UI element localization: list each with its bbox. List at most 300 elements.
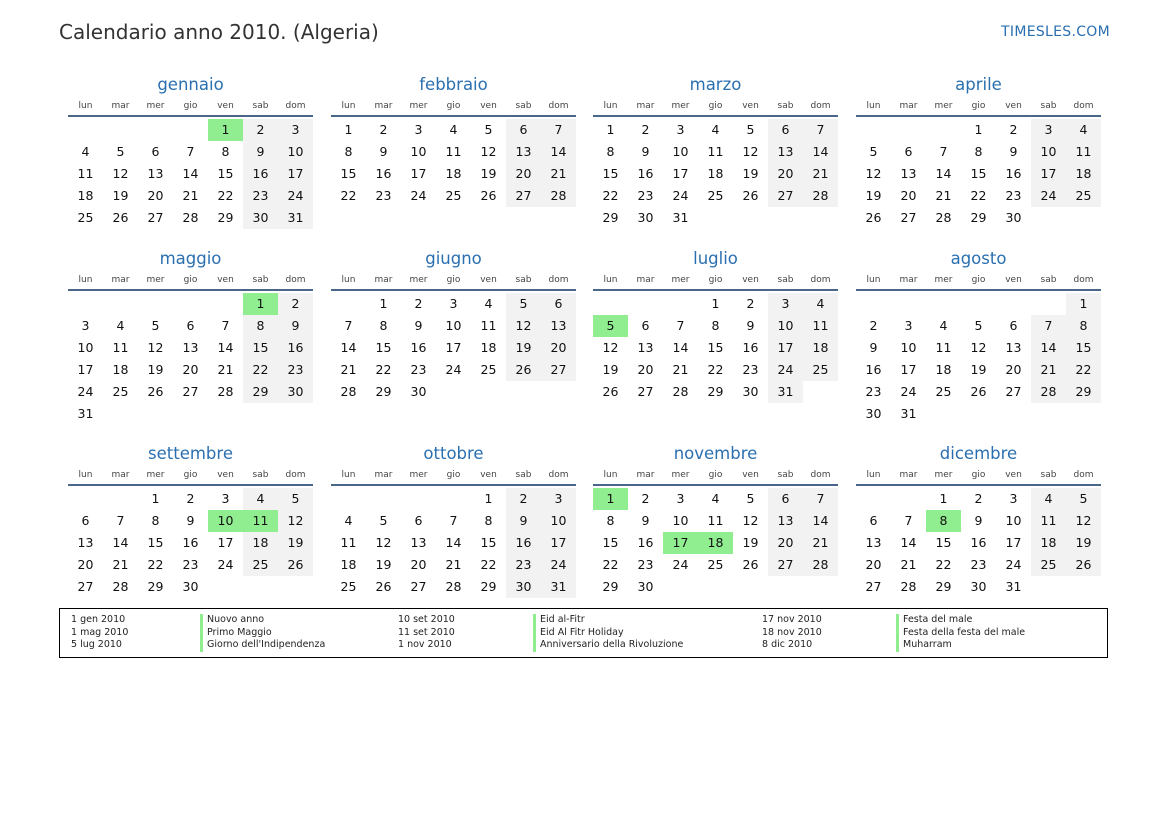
day-cell: 12 [147,340,164,355]
day-cell: 25 [340,579,357,594]
day-cell: 28 [935,210,952,225]
month-name: settembre [148,444,233,463]
day-cell: 24 [77,384,94,399]
day-cell: 30 [970,579,987,594]
day-cell: 6 [641,318,650,333]
weekday-label: sab [515,275,532,285]
day-empty [996,293,1031,315]
weekday-header [593,466,838,486]
day-cell: 8 [606,144,615,159]
day-cell: 7 [221,318,230,333]
weekday-label: gio [708,101,723,111]
day-cell: 11 [480,318,497,333]
day-cell: 11 [77,166,94,181]
day-cell: 17 [77,362,94,377]
day-cell: 22 [147,557,164,572]
day-cell-holiday: 1 [208,119,243,141]
day-cell: 6 [1009,318,1018,333]
day-cell: 3 [904,318,913,333]
day-cell: 20 [768,163,803,185]
weekday-label: ven [480,275,497,285]
holiday-date: 8 dic 2010 [762,639,813,650]
day-cell: 26 [742,188,759,203]
month-marzo [593,73,838,229]
day-cell: 15 [147,535,164,550]
day-cell: 26 [865,210,882,225]
day-cell: 17 [217,535,234,550]
day-cell: 15 [707,340,724,355]
day-cell: 31 [672,210,689,225]
day-cell: 19 [112,188,129,203]
day-cell: 25 [77,210,94,225]
weekday-label: dom [810,101,831,111]
day-cell: 14 [672,340,689,355]
day-grid [331,293,576,403]
day-cell: 18 [707,166,724,181]
day-cell: 24 [445,362,462,377]
day-cell: 22 [480,557,497,572]
day-cell: 24 [672,188,689,203]
day-cell: 21 [803,163,838,185]
day-cell: 31 [77,406,94,421]
holiday-date: 1 mag 2010 [71,626,129,638]
day-cell: 18 [480,340,497,355]
day-cell: 20 [147,188,164,203]
day-cell: 16 [970,535,987,550]
holiday-name: Festa della festa del male [903,626,1026,638]
day-empty [68,488,103,510]
day-cell-holiday: 10 [208,510,243,532]
weekday-label: gio [183,101,198,111]
weekday-header [593,271,838,291]
day-cell: 4 [449,122,458,137]
day-cell: 20 [541,337,576,359]
day-cell: 28 [900,579,917,594]
weekday-label: ven [1005,275,1022,285]
day-cell: 23 [742,362,759,377]
day-cell: 29 [935,579,952,594]
day-cell: 11 [1066,141,1101,163]
day-cell: 9 [641,513,650,528]
day-cell: 21 [217,362,234,377]
day-empty [331,293,366,315]
weekday-label: mer [146,101,165,111]
day-cell: 29 [1066,381,1101,403]
weekday-label: sab [777,101,794,111]
weekday-label: dom [548,275,569,285]
day-cell: 31 [900,406,917,421]
weekday-label: lun [603,275,618,285]
weekday-label: sab [515,101,532,111]
day-cell-holiday: 5 [593,315,628,337]
day-cell: 27 [182,384,199,399]
day-cell: 3 [676,491,685,506]
day-cell: 29 [707,384,724,399]
day-cell: 7 [116,513,125,528]
day-cell: 8 [344,144,353,159]
day-cell: 8 [243,315,278,337]
month-name: novembre [673,444,758,463]
site-link[interactable]: TIMESLES.COM [1001,24,1110,40]
day-cell: 25 [1066,185,1101,207]
day-cell: 21 [672,362,689,377]
day-cell: 30 [865,406,882,421]
day-cell: 12 [970,340,987,355]
day-cell: 2 [746,296,755,311]
day-cell: 5 [746,491,755,506]
day-cell: 4 [711,491,720,506]
day-cell: 3 [1031,119,1066,141]
day-cell: 16 [243,163,278,185]
day-cell: 17 [1031,163,1066,185]
day-cell: 25 [480,362,497,377]
day-cell: 28 [803,554,838,576]
day-cell: 2 [414,296,423,311]
day-cell: 31 [1005,579,1022,594]
weekday-label: mar [111,101,130,111]
day-cell: 26 [480,188,497,203]
weekday-label: dom [1073,470,1094,480]
holiday-name: Eid al-Fitr [540,614,585,625]
weekday-label: gio [183,470,198,480]
day-cell: 20 [506,163,541,185]
weekday-label: dom [810,470,831,480]
day-cell: 16 [865,362,882,377]
day-cell: 22 [602,557,619,572]
weekday-label: mer [671,470,690,480]
day-cell: 19 [1066,532,1101,554]
day-empty [961,293,996,315]
day-cell: 27 [541,359,576,381]
day-cell: 11 [340,535,357,550]
weekday-label: mer [671,101,690,111]
day-empty [138,119,173,141]
holiday-dates-column [762,614,822,652]
day-cell: 15 [243,337,278,359]
holiday-date: 18 nov 2010 [762,626,822,638]
holiday-names-column [896,614,1025,652]
day-cell: 17 [900,362,917,377]
holiday-name: Nuovo anno [207,614,265,625]
day-cell: 1 [974,122,983,137]
day-cell: 4 [939,318,948,333]
day-cell: 13 [637,340,654,355]
day-cell: 26 [147,384,164,399]
day-cell: 28 [541,185,576,207]
month-maggio [68,247,313,425]
day-cell: 29 [217,210,234,225]
day-cell: 10 [278,141,313,163]
day-cell-holiday: 1 [593,488,628,510]
day-cell: 12 [506,315,541,337]
day-cell: 5 [869,144,878,159]
weekday-header [856,97,1101,117]
day-grid [68,119,313,229]
month-luglio [593,247,838,403]
day-cell: 16 [637,535,654,550]
day-cell: 26 [742,557,759,572]
day-cell: 22 [707,362,724,377]
day-cell: 22 [340,188,357,203]
weekday-label: mer [934,275,953,285]
day-cell: 23 [637,557,654,572]
day-cell: 10 [768,315,803,337]
month-febbraio [331,73,576,207]
day-cell: 25 [803,359,838,381]
day-grid [331,119,576,207]
weekday-label: sab [1040,275,1057,285]
month-name: dicembre [939,444,1018,463]
day-cell: 11 [803,315,838,337]
day-cell: 13 [865,535,882,550]
day-cell: 22 [217,188,234,203]
day-cell: 28 [1031,381,1066,403]
day-cell: 9 [746,318,755,333]
day-cell: 15 [1066,337,1101,359]
day-cell: 23 [278,359,313,381]
weekday-label: gio [971,470,986,480]
month-name: marzo [689,75,742,94]
day-cell: 2 [869,318,878,333]
day-cell: 14 [112,535,129,550]
day-cell: 23 [243,185,278,207]
weekday-label: sab [515,470,532,480]
day-cell: 24 [541,554,576,576]
day-cell: 23 [637,188,654,203]
day-cell: 15 [375,340,392,355]
month-name: aprile [955,75,1002,94]
day-cell: 21 [182,188,199,203]
month-settembre [68,442,313,598]
weekday-header [68,97,313,117]
day-cell: 29 [602,210,619,225]
day-cell: 10 [900,340,917,355]
weekday-label: sab [1040,101,1057,111]
holiday-name: Muharram [903,639,952,650]
day-cell: 18 [243,532,278,554]
day-cell: 14 [1031,337,1066,359]
day-empty [856,293,891,315]
day-cell: 10 [445,318,462,333]
day-cell: 14 [445,535,462,550]
holiday-name: Festa del male [903,614,973,625]
day-cell: 20 [865,557,882,572]
day-cell: 25 [243,554,278,576]
day-cell: 22 [243,359,278,381]
day-cell: 26 [602,384,619,399]
day-empty [856,119,891,141]
day-empty [663,293,698,315]
day-cell: 25 [707,557,724,572]
day-cell: 16 [1005,166,1022,181]
month-giugno [331,247,576,403]
day-cell: 22 [602,188,619,203]
day-cell: 7 [939,144,948,159]
holiday-names-column [200,614,325,652]
day-cell: 13 [1005,340,1022,355]
day-cell: 11 [112,340,129,355]
day-cell: 2 [278,293,313,315]
day-cell: 31 [541,576,576,598]
weekday-label: ven [217,275,234,285]
weekday-label: ven [1005,101,1022,111]
day-cell: 1 [1066,293,1101,315]
weekday-label: dom [1073,101,1094,111]
day-cell: 4 [243,488,278,510]
weekday-label: mar [636,275,655,285]
day-cell: 18 [935,362,952,377]
day-cell: 2 [506,488,541,510]
day-cell: 22 [1066,359,1101,381]
weekday-label: dom [285,275,306,285]
day-cell: 10 [77,340,94,355]
day-cell: 13 [768,510,803,532]
day-cell: 7 [803,119,838,141]
day-cell: 28 [672,384,689,399]
day-cell: 27 [147,210,164,225]
day-cell: 14 [803,141,838,163]
day-cell: 13 [541,315,576,337]
weekday-label: mer [934,470,953,480]
day-cell: 10 [1031,141,1066,163]
day-cell: 23 [182,557,199,572]
day-cell: 6 [81,513,90,528]
weekday-label: lun [78,470,93,480]
weekday-label: gio [971,275,986,285]
day-cell: 19 [147,362,164,377]
weekday-label: lun [78,101,93,111]
day-cell: 1 [606,122,615,137]
month-dicembre [856,442,1101,598]
day-cell: 6 [506,119,541,141]
day-cell: 30 [637,210,654,225]
weekday-label: ven [742,101,759,111]
weekday-label: gio [708,470,723,480]
day-cell: 17 [768,337,803,359]
day-cell: 18 [803,337,838,359]
day-cell: 13 [77,535,94,550]
day-cell: 26 [112,210,129,225]
day-cell: 20 [900,188,917,203]
day-cell: 23 [1005,188,1022,203]
weekday-label: lun [866,275,881,285]
day-grid [593,488,838,598]
month-aprile [856,73,1101,229]
month-gennaio [68,73,313,229]
day-cell: 25 [112,384,129,399]
day-cell: 11 [935,340,952,355]
day-cell: 15 [970,166,987,181]
weekday-label: sab [777,275,794,285]
weekday-header [856,466,1101,486]
day-cell: 28 [217,384,234,399]
day-cell: 14 [182,166,199,181]
weekday-label: ven [480,470,497,480]
day-cell: 10 [541,510,576,532]
day-cell: 9 [869,340,878,355]
day-cell: 13 [410,535,427,550]
weekday-label: mar [374,101,393,111]
day-cell: 7 [676,318,685,333]
day-cell: 9 [278,315,313,337]
day-cell: 23 [410,362,427,377]
day-cell: 30 [742,384,759,399]
day-cell: 15 [340,166,357,181]
day-empty [401,488,436,510]
day-cell: 2 [379,122,388,137]
day-cell: 4 [803,293,838,315]
day-cell: 7 [186,144,195,159]
month-agosto [856,247,1101,425]
day-empty [103,119,138,141]
day-cell: 4 [116,318,125,333]
weekday-label: mar [899,470,918,480]
day-cell: 19 [865,188,882,203]
day-empty [593,293,628,315]
day-cell: 27 [77,579,94,594]
weekday-label: gio [446,470,461,480]
day-cell: 10 [672,513,689,528]
day-cell: 1 [151,491,160,506]
month-name: giugno [425,249,482,268]
day-cell: 27 [768,185,803,207]
holiday-dates-column [398,614,455,652]
day-cell: 2 [243,119,278,141]
holiday-name: Anniversario della Rivoluzione [540,639,684,650]
day-cell: 6 [414,513,423,528]
day-cell: 24 [768,359,803,381]
day-cell: 11 [445,144,462,159]
day-empty [103,488,138,510]
day-cell: 16 [742,340,759,355]
weekday-header [68,271,313,291]
day-cell: 14 [935,166,952,181]
day-cell: 1 [484,491,493,506]
day-cell: 15 [935,535,952,550]
day-cell: 29 [480,579,497,594]
day-cell: 17 [672,166,689,181]
day-cell: 19 [742,166,759,181]
day-cell: 10 [410,144,427,159]
day-cell: 17 [410,166,427,181]
day-cell: 9 [243,141,278,163]
day-cell: 16 [410,340,427,355]
day-cell: 20 [410,557,427,572]
day-cell: 17 [541,532,576,554]
day-grid [593,293,838,403]
day-cell: 15 [602,166,619,181]
day-cell: 17 [1005,535,1022,550]
month-name: maggio [159,249,222,268]
day-cell: 28 [340,384,357,399]
day-cell: 9 [506,510,541,532]
weekday-label: ven [742,470,759,480]
day-cell: 27 [506,185,541,207]
day-cell: 14 [900,535,917,550]
day-cell: 18 [1066,163,1101,185]
day-cell: 30 [410,384,427,399]
day-cell: 19 [742,535,759,550]
day-cell: 14 [340,340,357,355]
day-cell: 20 [182,362,199,377]
day-cell: 15 [602,535,619,550]
weekday-label: sab [252,470,269,480]
weekday-label: dom [548,101,569,111]
day-cell: 19 [278,532,313,554]
day-cell: 17 [445,340,462,355]
day-cell: 12 [112,166,129,181]
day-grid [593,119,838,229]
